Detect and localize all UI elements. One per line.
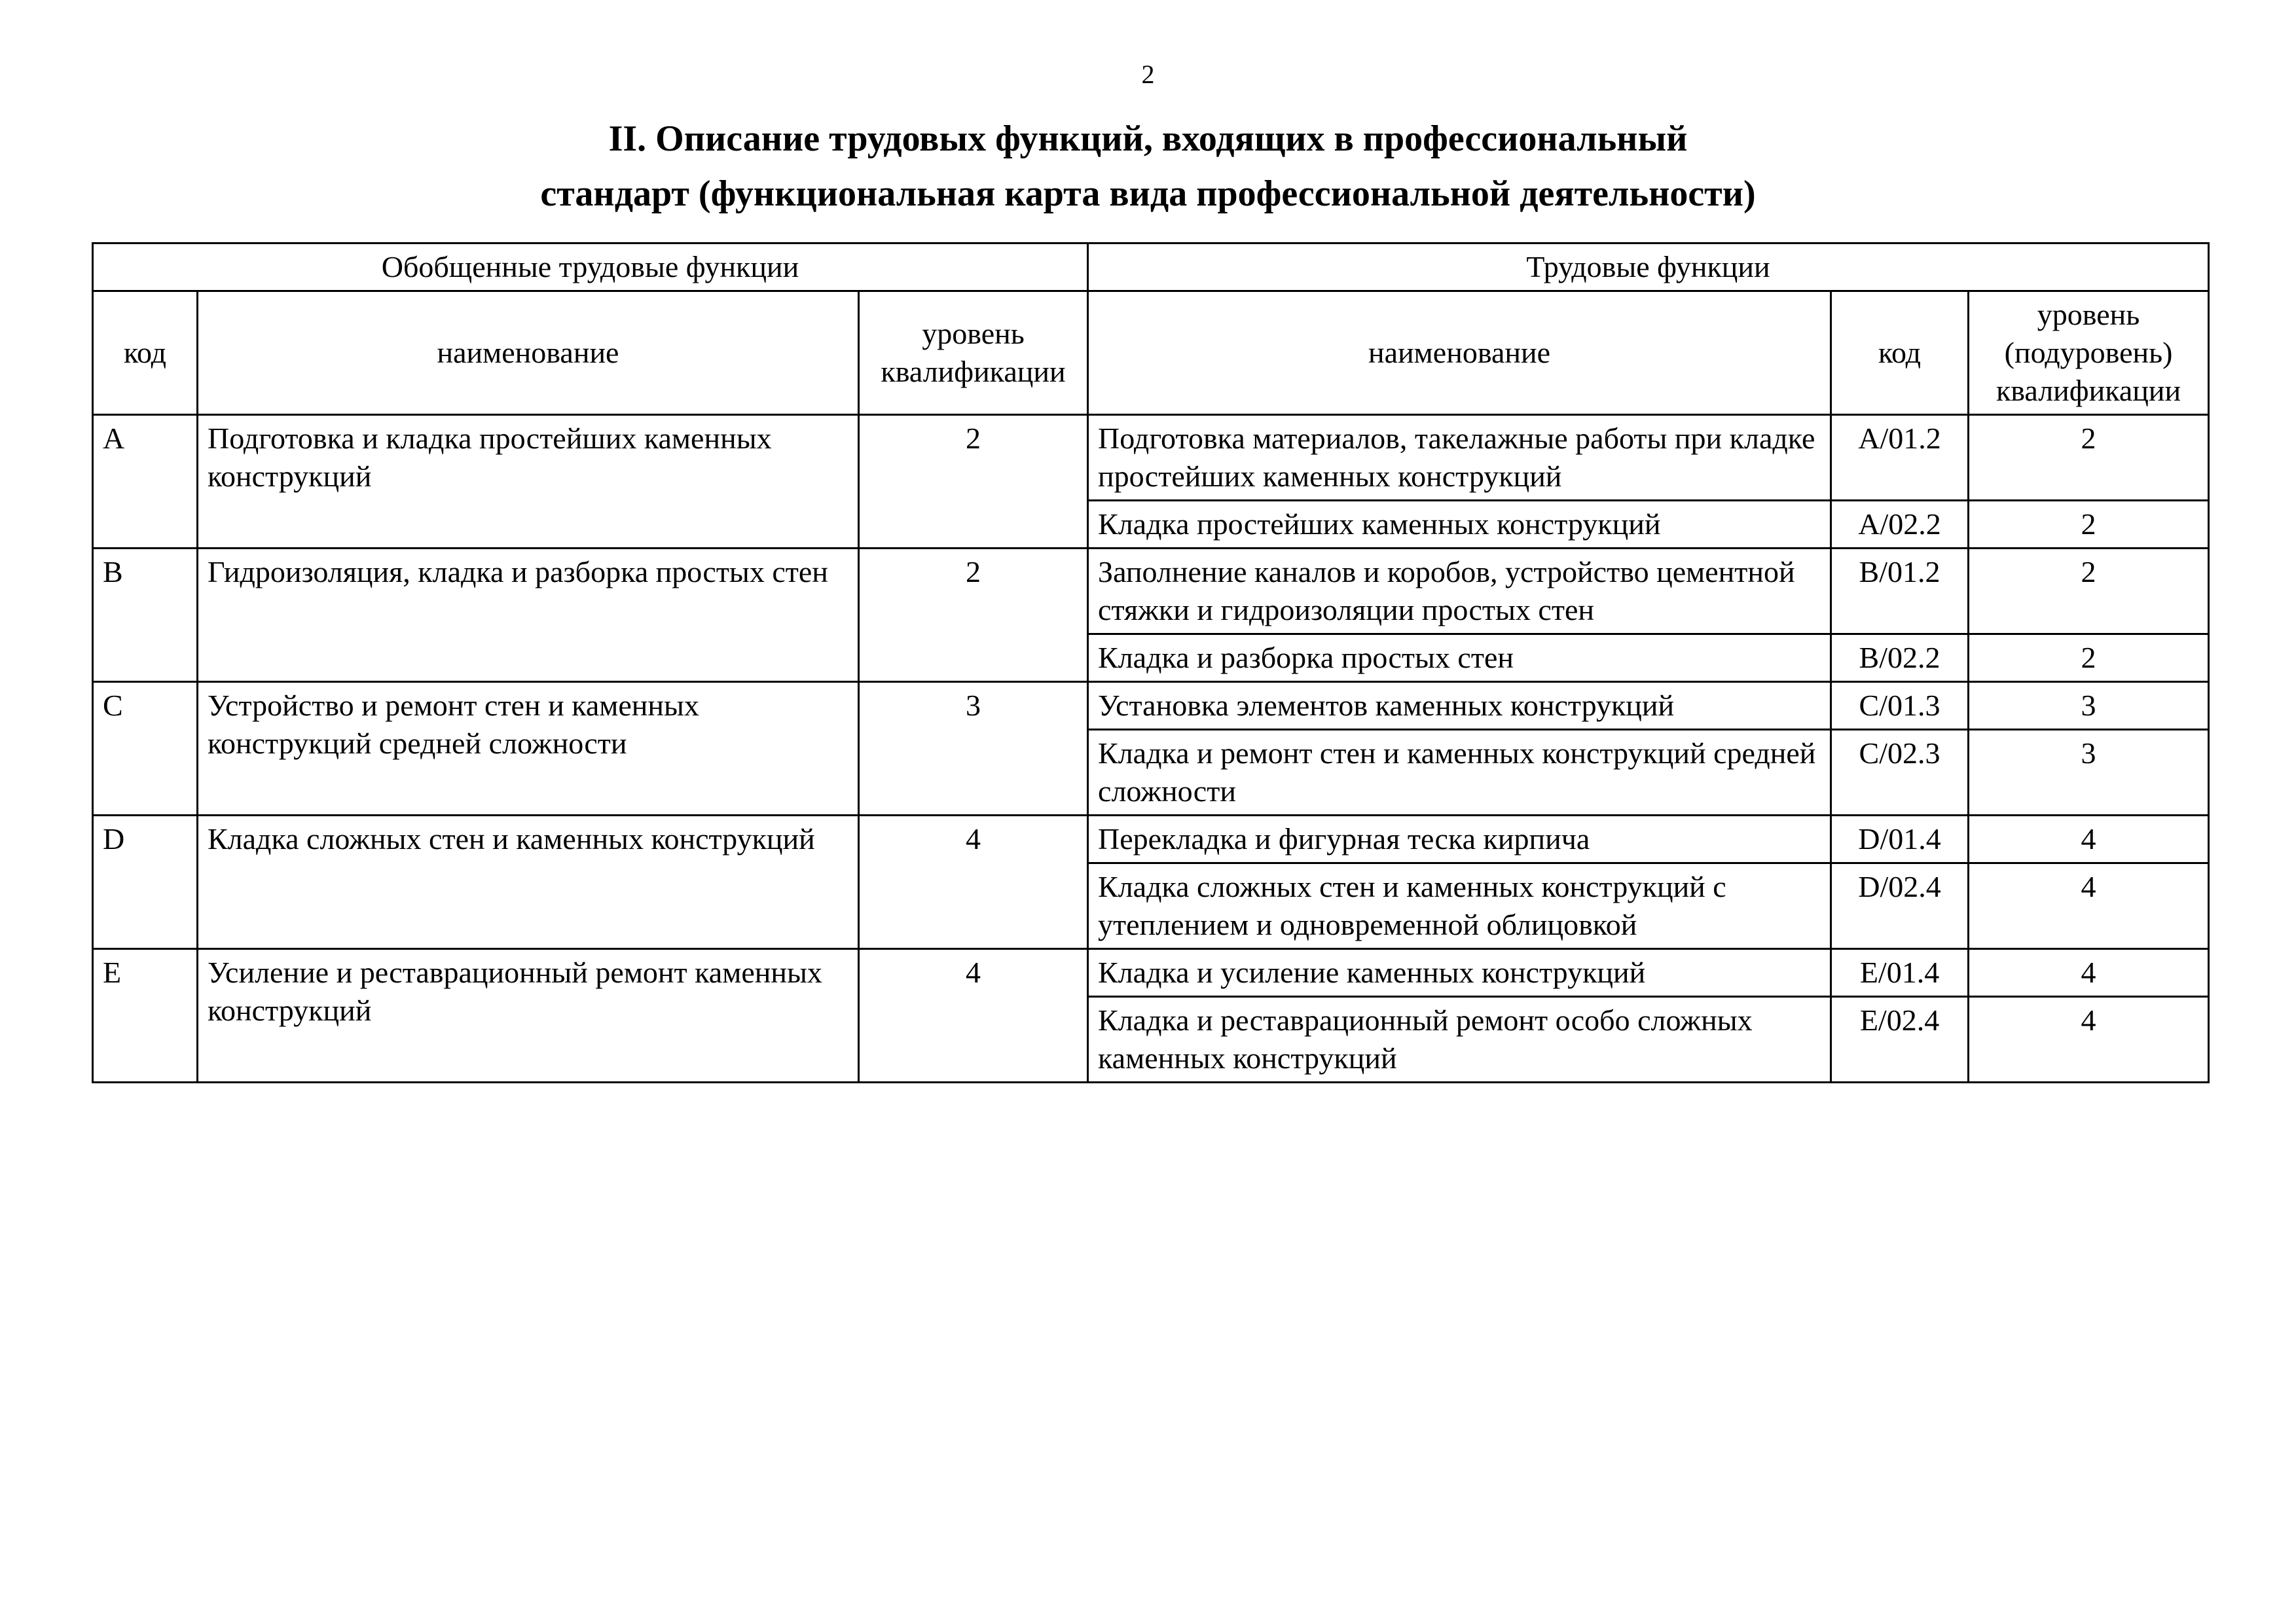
table-row [93, 415, 2209, 501]
func-name-cell: Кладка и реставрационный ремонт особо сложных каменных конструкций [1088, 997, 1831, 1083]
gen-level-cell: 4 [859, 816, 1088, 949]
gen-code-cell: C [93, 682, 198, 816]
gen-code-cell: E [93, 949, 198, 1083]
func-code-cell: A/01.2 [1831, 415, 1969, 501]
func-name-cell: Кладка сложных стен и каменных конструкций с утеплением и одновременной облицовкой [1088, 863, 1831, 949]
func-level-cell: 2 [1969, 501, 2209, 549]
group-header-row [93, 243, 2209, 291]
func-code-cell: A/02.2 [1831, 501, 1969, 549]
func-name-cell: Кладка и разборка простых стен [1088, 634, 1831, 682]
gen-code-cell: A [93, 415, 198, 549]
gen-level-header: уровень квалификации [859, 291, 1088, 415]
gen-name-cell: Усиление и реставрационный ремонт каменных конструкций [198, 949, 859, 1083]
func-code-cell: D/01.4 [1831, 816, 1969, 863]
gen-name-cell: Гидроизоляция, кладка и разборка простых стен [198, 549, 859, 682]
func-name-cell: Перекладка и фигурная теска кирпича [1088, 816, 1831, 863]
func-code-cell: D/02.4 [1831, 863, 1969, 949]
func-name-cell: Кладка простейших каменных конструкций [1088, 501, 1831, 549]
column-header-row [93, 291, 2209, 415]
func-level-cell: 3 [1969, 730, 2209, 816]
func-level-cell: 4 [1969, 816, 2209, 863]
functional-map-table [92, 242, 2210, 1083]
func-level-cell: 2 [1969, 549, 2209, 634]
gen-level-cell: 3 [859, 682, 1088, 816]
gen-code-header: код [93, 291, 198, 415]
func-level-cell: 4 [1969, 949, 2209, 997]
gen-code-cell: B [93, 549, 198, 682]
func-code-cell: B/01.2 [1831, 549, 1969, 634]
gen-name-cell: Кладка сложных стен и каменных конструкций [198, 816, 859, 949]
gen-level-cell: 4 [859, 949, 1088, 1083]
section-heading [0, 111, 2296, 221]
table-row [93, 949, 2209, 997]
func-level-cell: 4 [1969, 997, 2209, 1083]
func-code-cell: C/01.3 [1831, 682, 1969, 730]
labor-functions-header: Трудовые функции [1088, 243, 2209, 291]
table-row [93, 682, 2209, 730]
table-row [93, 549, 2209, 634]
func-code-cell: C/02.3 [1831, 730, 1969, 816]
func-code-cell: E/01.4 [1831, 949, 1969, 997]
gen-level-cell: 2 [859, 549, 1088, 682]
func-name-cell: Кладка и усиление каменных конструкций [1088, 949, 1831, 997]
func-level-header: уровень (подуровень) квалификации [1969, 291, 2209, 415]
gen-name-cell: Подготовка и кладка простейших каменных конструкций [198, 415, 859, 549]
func-code-cell: E/02.4 [1831, 997, 1969, 1083]
generalized-functions-header: Обобщенные трудовые функции [93, 243, 1088, 291]
heading-line-2: стандарт (функциональная карта вида профессиональной деятельности) [540, 173, 1756, 214]
heading-line-1: II. Описание трудовых функций, входящих в профессиональный [608, 118, 1688, 159]
gen-name-header: наименование [198, 291, 859, 415]
gen-name-cell: Устройство и ремонт стен и каменных конструкций средней сложности [198, 682, 859, 816]
gen-code-cell: D [93, 816, 198, 949]
func-name-header: наименование [1088, 291, 1831, 415]
func-name-cell: Кладка и ремонт стен и каменных конструкций средней сложности [1088, 730, 1831, 816]
func-level-cell: 2 [1969, 415, 2209, 501]
func-name-cell: Подготовка материалов, такелажные работы при кладке простейших каменных конструкций [1088, 415, 1831, 501]
func-name-cell: Заполнение каналов и коробов, устройство цементной стяжки и гидроизоляции простых стен [1088, 549, 1831, 634]
func-level-cell: 3 [1969, 682, 2209, 730]
func-name-cell: Установка элементов каменных конструкций [1088, 682, 1831, 730]
table-row [93, 816, 2209, 863]
func-level-cell: 4 [1969, 863, 2209, 949]
page-number: 2 [1141, 60, 1155, 89]
gen-level-cell: 2 [859, 415, 1088, 549]
func-level-cell: 2 [1969, 634, 2209, 682]
func-code-cell: B/02.2 [1831, 634, 1969, 682]
func-code-header: код [1831, 291, 1969, 415]
